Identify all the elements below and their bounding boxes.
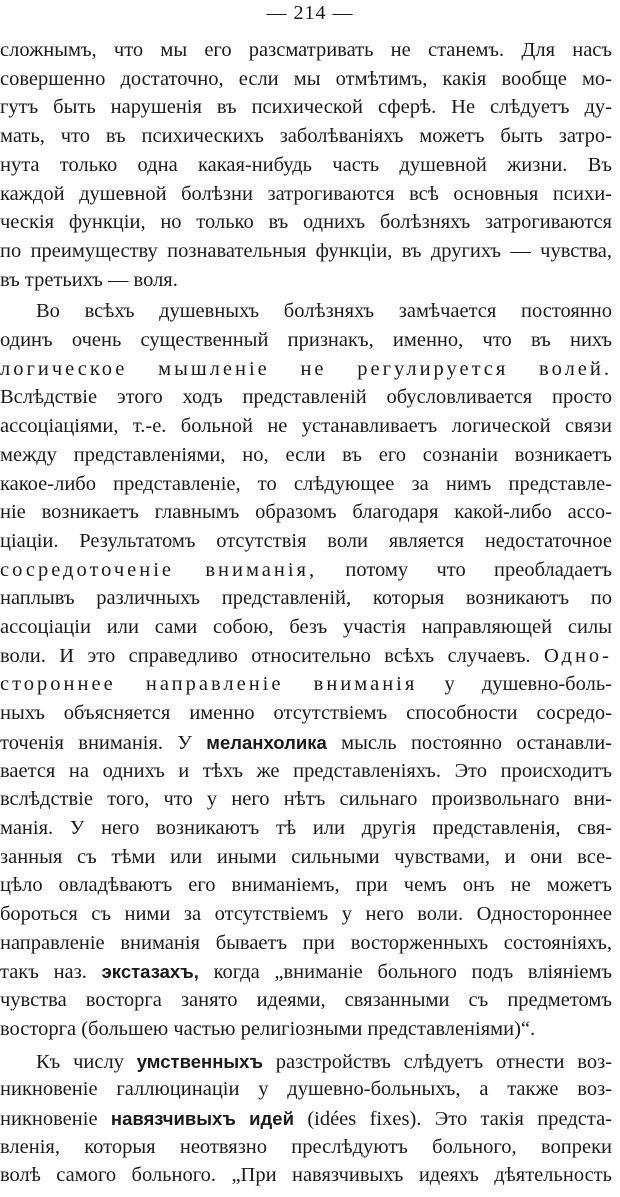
text-line: вленія, которыя неотвязно преслѣдуютъ больного, вопреки [0, 1135, 612, 1158]
text-line: ческія функціи, но только въ однихъ болѣзняхъ затрогиваются [0, 211, 612, 234]
text-line: волѣ самого больного. „При навязчивыхъ идеяхъ дѣятельность [0, 1164, 612, 1187]
text-line: никновеніе галлюцинаціи у душевно-больныхъ, а также воз- [0, 1078, 612, 1101]
text-line: гутъ быть нарушенія въ психической сферѣ. Не слѣдуетъ ду- [0, 96, 612, 119]
text-line: одинъ очень существенный признакъ, именно, что въ нихъ [0, 329, 612, 351]
text-line: ассоціаціями, т.-е. больной не устанавливаетъ логической связи [0, 415, 612, 438]
text-line: въ третьихъ — воля. [0, 268, 178, 291]
text-line [0, 556, 612, 585]
text-run: разстройствъ слѣдуетъ отнести воз- [275, 1050, 612, 1073]
text-run: мысль постоянно останавли- [341, 731, 612, 754]
text-line: наплывъ различныхъ представленій, которыя возникаютъ по [0, 587, 612, 610]
text-line: ніе возникаетъ главнымъ образомъ благодаря какой-либо ассо- [0, 501, 612, 524]
spaced-emphasis: Одно- [543, 644, 612, 667]
text-run: точенія вниманія. У [0, 731, 192, 754]
bold-term: навязчивыхъ идей [110, 1107, 294, 1129]
text-line: восторга (большею частью религіозными представленіями)“. [0, 1017, 536, 1040]
text-line [0, 642, 612, 671]
text-run: Къ числу [36, 1050, 124, 1073]
text-line: занныя съ тѣми или иными сильными чувствами, и они все- [0, 845, 612, 868]
text-run: такъ наз. [0, 961, 87, 984]
text-line: ціаціи. Результатомъ отсутствія воли является недостаточное [0, 529, 612, 552]
bold-term: умственныхъ [136, 1050, 263, 1072]
text-line: мать, что въ психическихъ заболѣваніяхъ можетъ быть затро- [0, 125, 612, 148]
bold-term: меланхолика [206, 731, 327, 753]
spaced-emphasis: стороннее направленіе вниманія [0, 673, 418, 696]
text-line: Вслѣдствіе этого ходъ представленій обусловливается просто [0, 386, 612, 409]
spaced-emphasis-line: логическое мышленіе не регулируется волей. [0, 357, 612, 380]
text-line: ассоціаціи или сами собою, безъ участія направляющей силы [0, 616, 612, 638]
text-run: (idées fixes). Это такія предста- [307, 1107, 612, 1130]
text-line: по преимуществу познавательныя функціи, въ другихъ — чувства, [0, 239, 612, 262]
text-run: никновеніе [0, 1107, 98, 1130]
text-line [0, 728, 612, 757]
text-run: воли. И это справедливо относительно всѣхъ случаевъ. [0, 644, 531, 667]
text-line: чувства восторга занято идеями, связанными съ предметомъ [0, 989, 612, 1012]
text-line: сложнымъ, что мы его разсматривать не станемъ. Для насъ [0, 39, 612, 61]
text-run: у душевно-боль- [444, 673, 612, 696]
spaced-emphasis: сосредоточеніе вниманія, [0, 558, 318, 581]
paragraph-first-line [36, 1047, 612, 1076]
text-line: вается на однихъ и тѣхъ же представленіяхъ. Это происходитъ [0, 759, 612, 782]
text-run: когда „вниманіе больного подъ вліяніемъ [213, 961, 612, 984]
text-run: потому что преобладаетъ [345, 558, 612, 581]
page-number: — 214 — [266, 2, 354, 24]
bold-term: экстазахъ, [101, 961, 199, 983]
paragraph-first-line: Во всѣхъ душевныхъ болѣзняхъ замѣчается постоянно [36, 300, 612, 323]
text-line: какое-либо представленіе, то слѣдующее за нимъ представле- [0, 472, 612, 495]
text-line: нута только одна какая-нибудь часть душевной жизни. Въ [0, 153, 612, 176]
text-line [0, 957, 612, 986]
text-line: манія. У него возникаютъ тѣ или другія представленія, свя- [0, 816, 612, 839]
text-line: вслѣдствіе того, что у него нѣтъ сильнаго произвольнаго вни- [0, 788, 612, 811]
text-line [0, 1104, 612, 1133]
text-line: совершенно достаточно, если мы отмѣтимъ, какія вообще мо- [0, 67, 612, 90]
text-line [0, 670, 612, 699]
text-line: цѣло овладѣваютъ его вниманіемъ, при чемъ онъ не можетъ [0, 874, 612, 897]
text-line: каждой душевной болѣзни затрогиваются всѣ основныя психи- [0, 182, 612, 205]
text-line: бороться съ ними за отсутствіемъ у него воли. Одностороннее [0, 903, 612, 925]
text-line: между представленіями, но, если въ его сознаніи возникаетъ [0, 443, 612, 466]
text-line: направленіе вниманія бываетъ при восторженныхъ состояніяхъ, [0, 931, 612, 954]
text-line: ныхъ объясняется именно отсутствіемъ способности сосредо- [0, 702, 612, 725]
